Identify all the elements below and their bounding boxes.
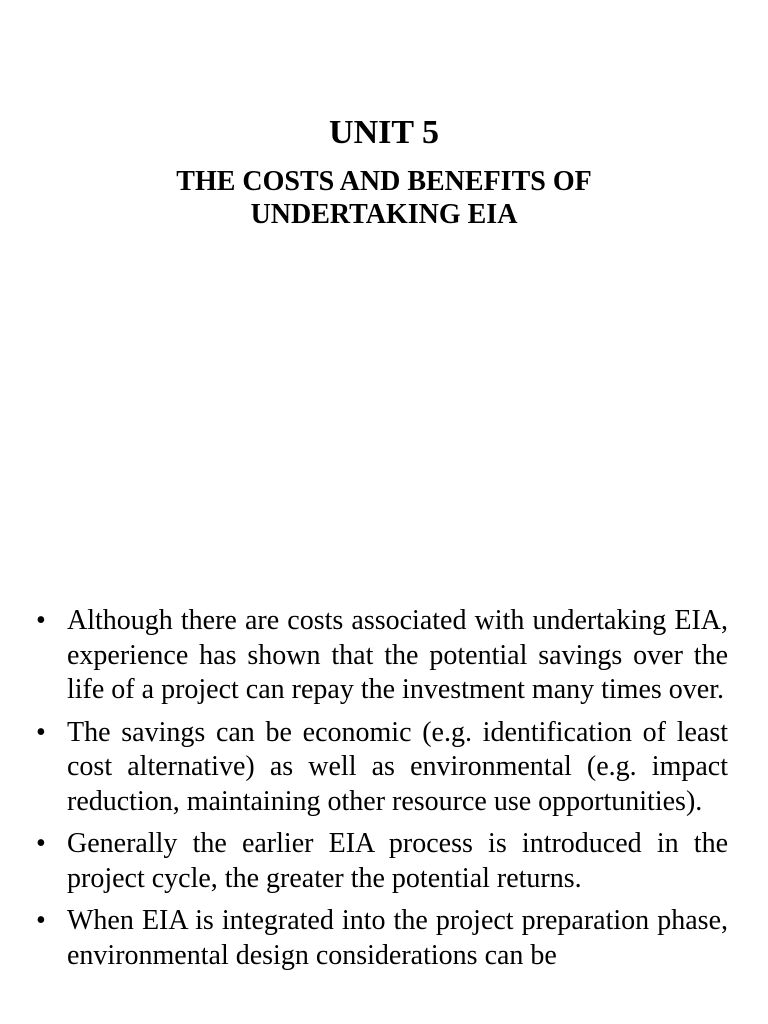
bullet-item [36, 827, 728, 896]
bullet-item [36, 904, 728, 973]
bullet-marker: • [36, 605, 46, 636]
bullet-text: The savings can be economic (e.g. identification of least cost alternative) as well as environmental (e.g. impact reduction, maintaining other resource use opportunities). [67, 716, 728, 817]
bullet-item [36, 604, 728, 708]
bullet-marker: • [36, 905, 46, 936]
bullet-list [36, 604, 728, 981]
bullet-text: Although there are costs associated with undertaking EIA, experience has shown that the potential savings over the life of a project can repay the investment many times over. [67, 605, 728, 705]
bullet-marker: • [36, 828, 46, 859]
bullet-text: Generally the earlier EIA process is introduced in the project cycle, the greater the potential returns. [67, 828, 728, 894]
bullet-text: When EIA is integrated into the project preparation phase, environmental design considerations can be [67, 905, 728, 971]
unit-title: UNIT 5 [329, 114, 439, 151]
bullet-marker: • [36, 716, 46, 748]
slide-subtitle: THE COSTS AND BENEFITS OF UNDERTAKING EIA [176, 166, 592, 230]
bullet-item [36, 716, 728, 820]
slide-header [0, 113, 768, 231]
